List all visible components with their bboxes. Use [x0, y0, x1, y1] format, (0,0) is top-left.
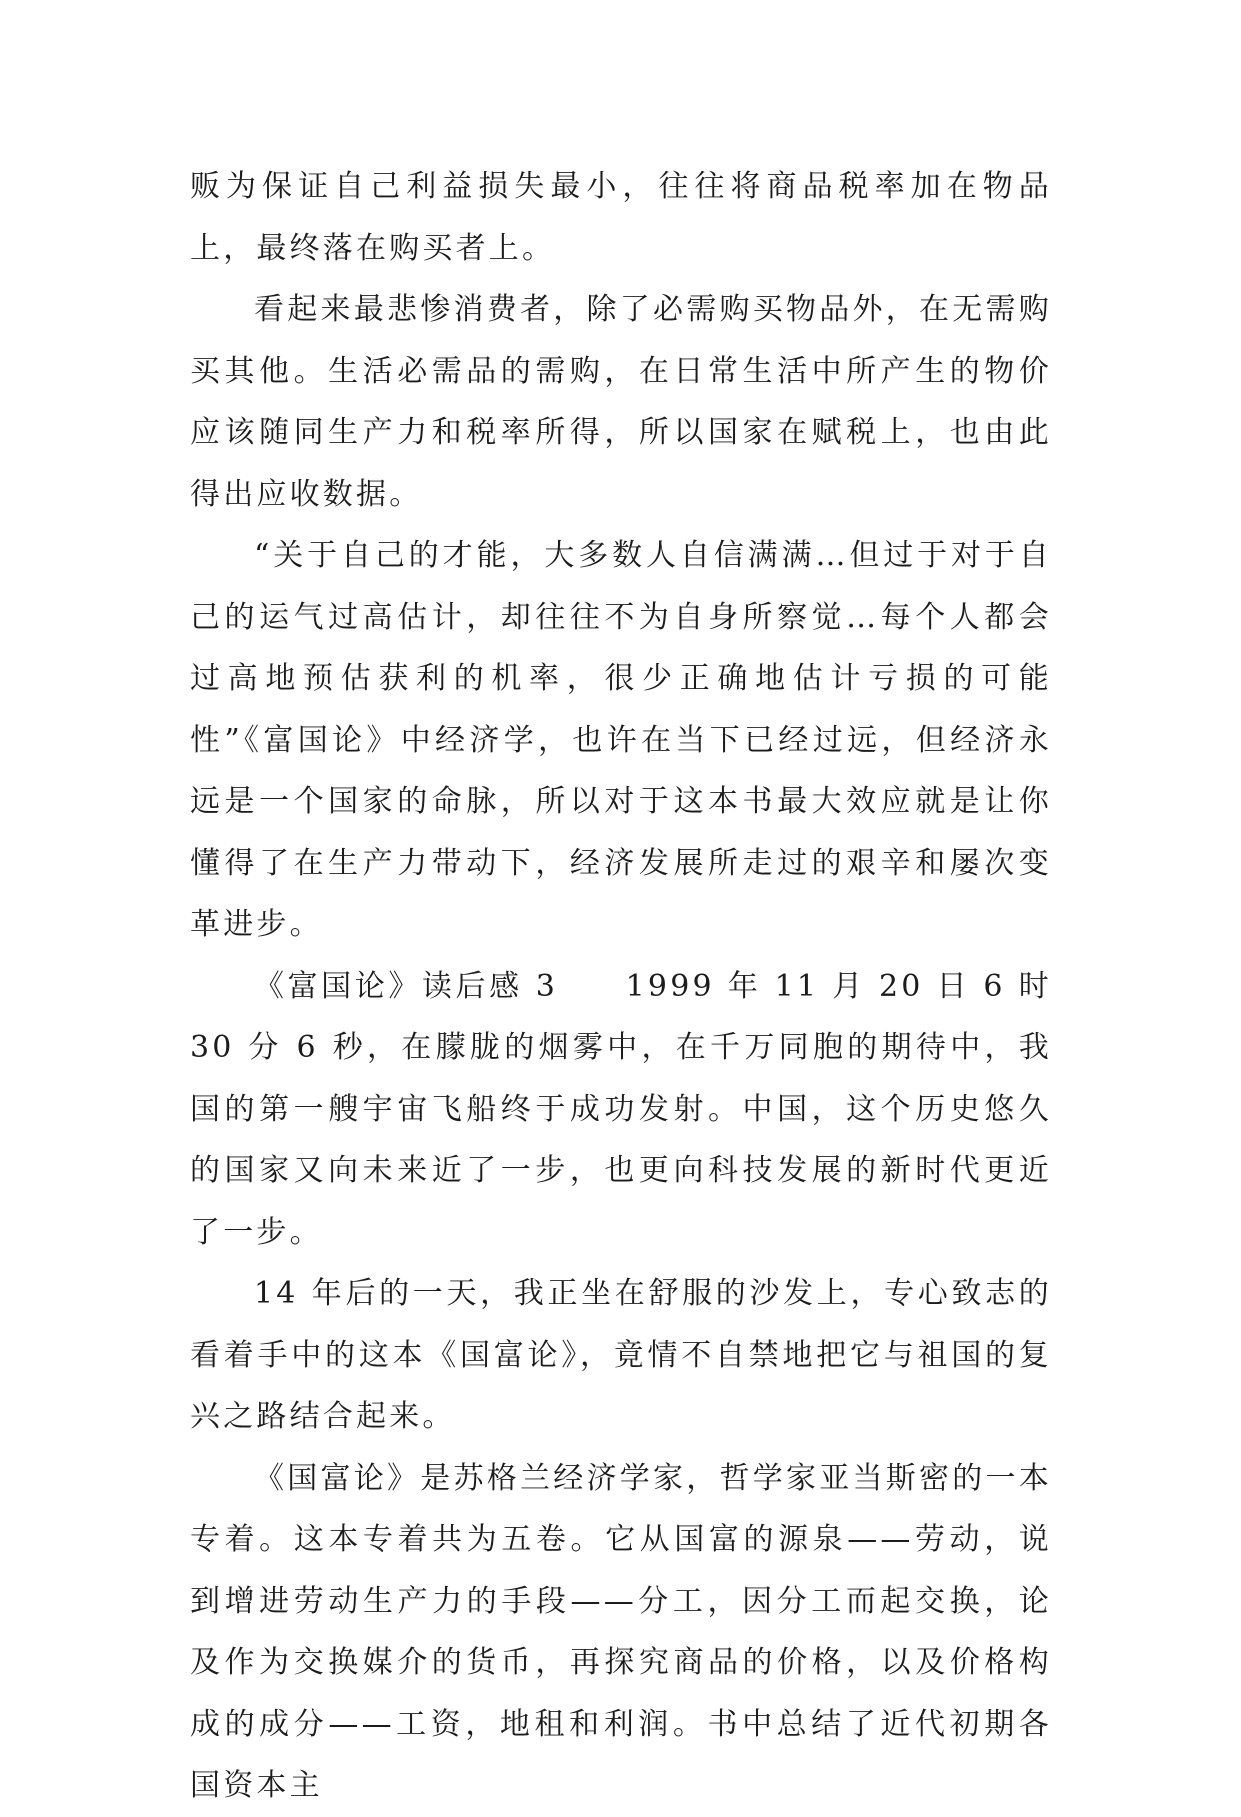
paragraph-2: 看起来最悲惨消费者，除了必需购买物品外，在无需购买其他。生活必需品的需购，在日常生活中所产生的物价应该随同生产力和税率所得，所以国家在赋税上，也由此得出应收数据。 [190, 292, 1052, 512]
paragraph-4: 《富国论》读后感 3 1999 年 11 月 20 日 6 时 30 分 6 秒，在朦胧的烟雾中，在千万同胞的期待中，我国的第一艘宇宙飞船终于成功发射。中国，这个历史悠久的国家又向未来近了一步，也更向科技发展的新时代更近了一步。 [190, 968, 1052, 1250]
paragraph-3: “关于自己的才能，大多数人自信满满…但过于对于自己的运气过高估计，却往往不为自身所察觉…每个人都会过高地预估获利的机率，很少正确地估计亏损的可能性”《富国论》中经济学，也许在当下已经过远，但经济永远是一个国家的命脉，所以对于这本书最大效应就是让你懂得了在生产力带动下，经济发展所走过的艰辛和屡次变革进步。 [190, 538, 1052, 942]
paragraph-1: 贩为保证自己利益损失最小，往往将商品税率加在物品上，最终落在购买者上。 [190, 169, 1052, 266]
paragraph-5: 14 年后的一天，我正坐在舒服的沙发上，专心致志的看着手中的这本《国富论》，竟情不自禁地把它与祖国的复兴之路结合起来。 [190, 1276, 1052, 1434]
paragraph-6: 《国富论》是苏格兰经济学家，哲学家亚当斯密的一本专着。这本专着共为五卷。它从国富的源泉——劳动，说到增进劳动生产力的手段——分工，因分工而起交换，论及作为交换媒介的货币，再探究商品的价格，以及价格构成的成分——工资，地租和利润。书中总结了近代初期各国资本主 [190, 1460, 1052, 1803]
body-text [190, 156, 1052, 1817]
